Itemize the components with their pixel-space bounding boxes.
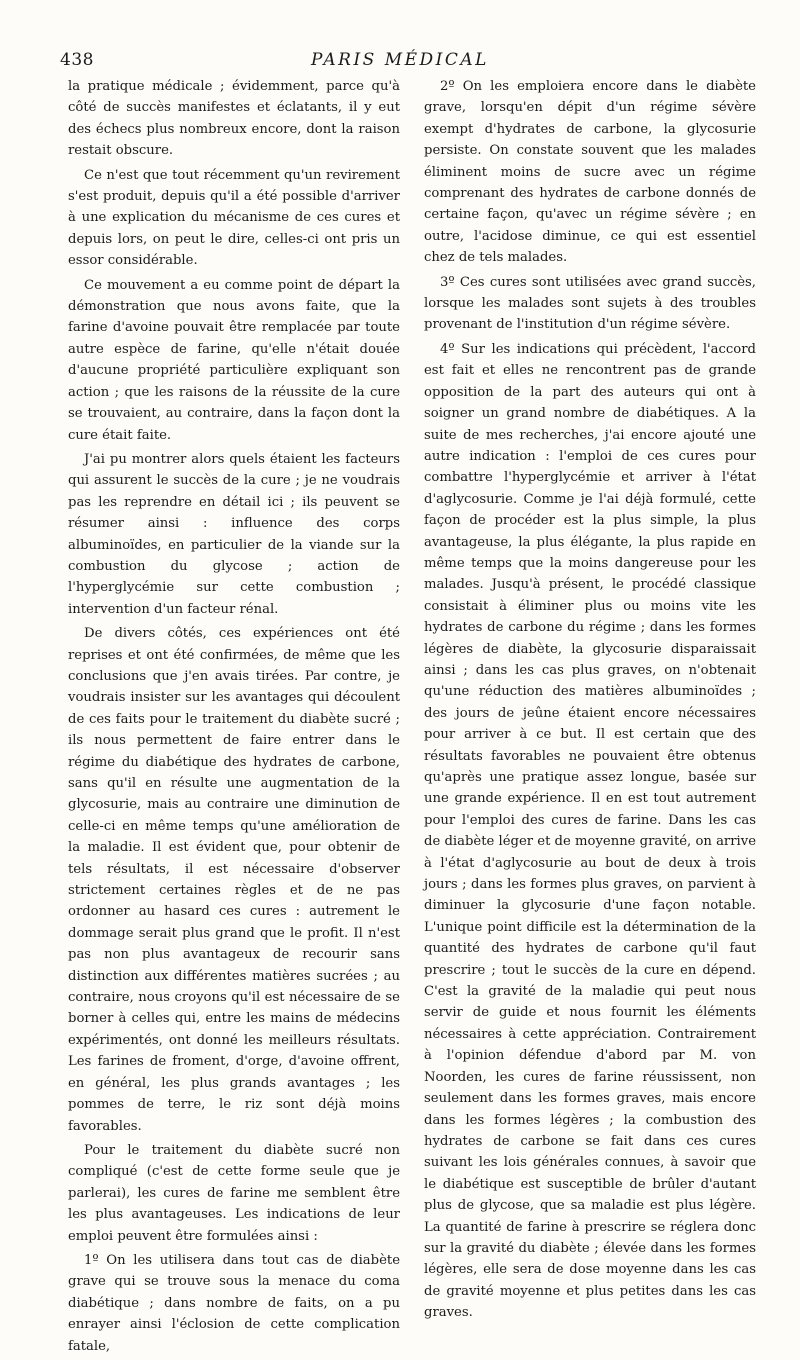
paragraph: la pratique médicale ; évidemment, parce qu'à côté de succès manifestes et éclatants, il y eut des échecs plus nombreux encore, dont la raison restait obscure. bbox=[68, 79, 400, 159]
right-column bbox=[424, 76, 756, 1327]
journal-title: PARIS MÉDICAL bbox=[311, 50, 489, 70]
paragraph: 3º Ces cures sont utilisées avec grand succès, lorsque les malades sont sujets à des troubles provenant de l'institution d'un régime sévère. bbox=[424, 274, 756, 333]
paragraph: 1º On les utilisera dans tout cas de diabète grave qui se trouve sous la menace du coma diabétique ; dans nombre de faits, on a pu enrayer ainsi l'éclosion de cette complication fatale, bbox=[68, 1252, 400, 1354]
left-column bbox=[68, 76, 400, 1360]
page-header bbox=[60, 50, 740, 72]
page-number: 438 bbox=[60, 50, 94, 70]
paragraph: De divers côtés, ces expériences ont été reprises et ont été confirmées, de même que les conclusions que j'en avais tirées. Par contre, je voudrais insister sur les avantages qui découlent de ces faits pour le traitement du diabète sucré ; ils nous permettent de faire entrer dans le régime du diabétique des hydrates de carbone, sans qu'il en résulte une augmentation de la glycosurie, mais au contraire une diminution de celle-ci en même temps qu'une amélioration de la maladie. Il est évident que, pour obtenir de tels résultats, il est nécessaire d'observer strictement certaines règles et de ne pas ordonner au hasard ces cures : autrement le dommage serait plus grand que le profit. Il n'est pas non plus avantageux de recourir sans distinction aux différentes matières sucrées ; au contraire, nous croyons qu'il est nécessaire de se borner à celles qui, entre les mains de médecins expérimentés, ont donné les meilleurs résultats. Les farines de froment, d'orge, d'avoine offrent, en général, les plus grands avantages ; les pommes de terre, le riz sont déjà moins favorables. bbox=[68, 626, 400, 1134]
paragraph: Ce mouvement a eu comme point de départ la démonstration que nous avons faite, que la farine d'avoine pouvait être remplacée par toute autre espèce de farine, qu'elle n'était douée d'aucune propriété particulière expliquant son action ; que les raisons de la réussite de la cure se trouvaient, au contraire, dans la façon dont la cure était faite. bbox=[68, 277, 400, 443]
paragraph: Ce n'est que tout récemment qu'un revirement s'est produit, depuis qu'il a été possible d'arriver à une explication du mécanisme de ces cures et depuis lors, on peut le dire, celles-ci ont pris un essor considérable. bbox=[68, 167, 400, 269]
paragraph: 2º On les emploiera encore dans le diabète grave, lorsqu'en dépit d'un régime sévère exempt d'hydrates de carbone, la glycosurie persiste. On constate souvent que les malades éliminent moins de sucre avec un régime comprenant des hydrates de carbone donnés de certaine façon, qu'avec un régime sévère ; en outre, l'acidose diminue, ce qui est essentiel chez de tels malades. bbox=[424, 79, 756, 266]
paragraph: Pour le traitement du diabète sucré non compliqué (c'est de cette forme seule que je parlerai), les cures de farine me semblent être les plus avantageuses. Les indications de leur emploi peuvent être formulées ainsi : bbox=[68, 1142, 400, 1244]
paragraph: 4º Sur les indications qui précèdent, l'accord est fait et elles ne rencontrent pas de grande opposition de la part des auteurs qui ont à soigner un grand nombre de diabétiques. A la suite de mes recherches, j'ai encore ajouté une autre indication : l'emploi de ces cures pour combattre l'hyperglycémie et arriver à l'état d'aglycosurie. Comme je l'ai déjà formulé, cette façon de procéder est la plus simple, la plus avantageuse, la plus élégante, la plus rapide en même temps que la moins dangereuse pour les malades. Jusqu'à présent, le procédé classique consistait à éliminer plus ou moins vite les hydrates de carbone du régime ; dans les formes légères de diabète, la glycosurie disparaissait ainsi ; dans les cas plus graves, on n'obtenait qu'une réduction des matières albuminoïdes ; des jours de jeûne étaient encore nécessaires pour arriver à ce but. Il est certain que des résultats favorables ne pouvaient être obtenus qu'après une pratique assez longue, basée sur une grande expérience. Il en est tout autrement pour l'emploi des cures de farine. Dans les cas de diabète léger et de moyenne gravité, on arrive à l'état d'aglycosurie au bout de deux à trois jours ; dans les formes plus graves, on parvient à diminuer la glycosurie d'une façon notable. L'unique point difficile est la détermination de la quantité des hydrates de carbone qu'il faut prescrire ; tout le succès de la cure en dépend. C'est la gravité de la maladie qui peut nous servir de guide et nous fournit les éléments nécessaires à cette appréciation. Contrairement à l'opinion défendue d'abord par M. von Noorden, les cures de farine réussissent, non seulement dans les formes graves, mais encore dans les formes légères ; la combustion des hydrates de carbone se fait dans ces cures suivant les lois générales connues, à savoir que le diabétique est susceptible de brûler d'autant plus de glycose, que sa maladie est plus légère. La quantité de farine à prescrire se réglera donc sur la gravité du diabète ; élevée dans les formes légères, elle sera de dose moyenne dans les cas de gravité moyenne et plus petites dans les cas graves. bbox=[424, 341, 757, 1321]
paragraph: J'ai pu montrer alors quels étaient les facteurs qui assurent le succès de la cure ; je ne voudrais pas les reprendre en détail ici ; ils peuvent se résumer ainsi : influence des corps albuminoïdes, en particulier de la viande sur la combustion du glycose ; action de l'hyperglycémie sur cette combustion ; intervention d'un facteur rénal. bbox=[68, 451, 400, 617]
